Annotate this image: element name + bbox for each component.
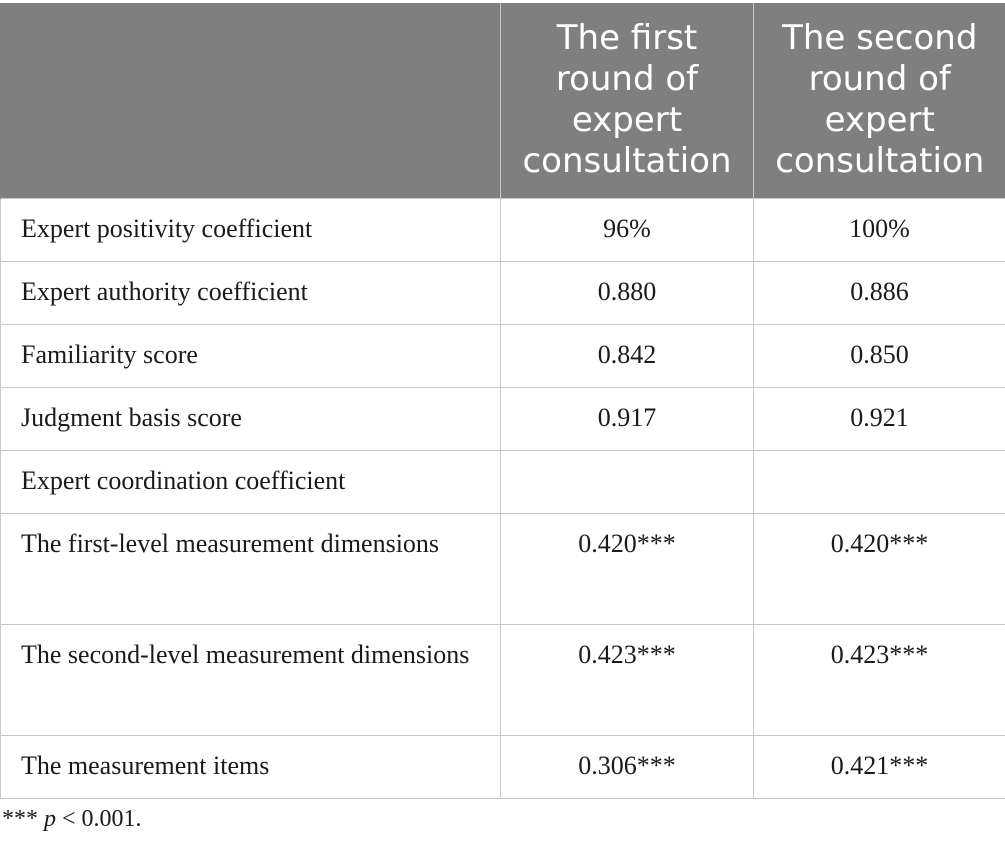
row-label: Expert authority coefficient xyxy=(1,261,501,324)
first-round-value: 0.420*** xyxy=(501,513,754,624)
header-cell-empty xyxy=(1,3,501,198)
table-row xyxy=(1,324,1005,387)
footnote-marker: *** xyxy=(2,806,38,832)
second-round-value: 100% xyxy=(754,198,1005,261)
table-row xyxy=(1,513,1005,624)
second-round-value: 0.420*** xyxy=(754,513,1005,624)
first-round-value: 0.917 xyxy=(501,387,754,450)
header-row xyxy=(1,3,1005,198)
first-round-value: 96% xyxy=(501,198,754,261)
row-label: Familiarity score xyxy=(1,324,501,387)
expert-consultation-table xyxy=(0,3,1005,799)
row-label: Judgment basis score xyxy=(1,387,501,450)
table-footnote xyxy=(2,804,142,834)
first-round-value: 0.880 xyxy=(501,261,754,324)
second-round-value: 0.921 xyxy=(754,387,1005,450)
footnote-p-variable: p xyxy=(44,806,56,832)
second-round-value: 0.421*** xyxy=(754,735,1005,798)
data-table-container xyxy=(0,3,1005,799)
row-label: Expert coordination coefficient xyxy=(1,450,501,513)
table-row xyxy=(1,198,1005,261)
second-round-value: 0.850 xyxy=(754,324,1005,387)
row-label: Expert positivity coefficient xyxy=(1,198,501,261)
table-row xyxy=(1,735,1005,798)
row-label: The second-level measurement dimensions xyxy=(1,624,501,735)
first-round-value xyxy=(501,450,754,513)
table-header xyxy=(1,3,1005,198)
second-round-value: 0.886 xyxy=(754,261,1005,324)
second-round-value xyxy=(754,450,1005,513)
row-label: The measurement items xyxy=(1,735,501,798)
second-round-value: 0.423*** xyxy=(754,624,1005,735)
row-label: The first-level measurement dimensions xyxy=(1,513,501,624)
footnote-condition: < 0.001. xyxy=(56,806,142,832)
table-row xyxy=(1,387,1005,450)
header-cell-first-round: The first round of expert consultation xyxy=(501,3,754,198)
first-round-value: 0.423*** xyxy=(501,624,754,735)
table-row xyxy=(1,450,1005,513)
table-row xyxy=(1,624,1005,735)
table-body xyxy=(1,198,1005,798)
first-round-value: 0.306*** xyxy=(501,735,754,798)
table-row xyxy=(1,261,1005,324)
header-cell-second-round: The second round of expert consultation xyxy=(754,3,1005,198)
first-round-value: 0.842 xyxy=(501,324,754,387)
